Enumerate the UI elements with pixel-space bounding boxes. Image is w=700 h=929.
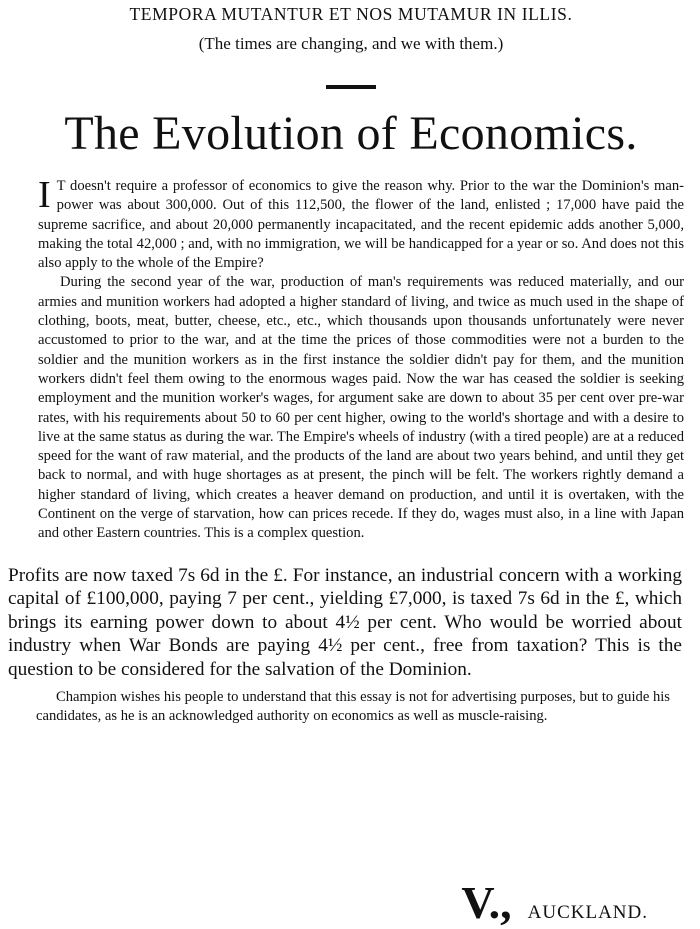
article-title: The Evolution of Economics. (64, 107, 638, 160)
paragraph-1 (38, 174, 684, 273)
article-body (38, 174, 684, 544)
latin-motto: TEMPORA MUTANTUR ET NOS MUTAMUR IN ILLIS. (129, 4, 573, 24)
divider-rule (326, 85, 376, 89)
motto-translation: (The times are changing, and we with them.) (198, 34, 504, 53)
drop-cap: I (38, 174, 51, 216)
paragraph-3: Profits are now taxed 7s 6d in the £. For instance, an industrial concern with a working capital of £100,000, paying 7 per cent., yielding £7,000, is taxed 7s 6d in the £, which brings its earning power down to about 4½ per cent. Who would be worried about industry when War Bonds are paying 4½ per cent., free from taxation? This is the question to be considered for the salvation of the Dominion. (8, 564, 682, 681)
paragraph-2: During the second year of the war, production of man's requirements was reduced materially, and our armies and munition workers had adopted a higher standard of living, and twice as much used in the shape of clothing, boots, meat, butter, cheese, etc., etc., which thousands upon thousands unfortunately were never accustomed to prior to the war, and at the time the prices of those commodities were not a burden to the soldier and the munition workers as in the first instance the soldier didn't pay for them, and the munition workers didn't feel them owing to the enormous wages paid. Now the war has ceased the soldier is seeking employment and the munition worker's wages, for argument sake are down to about 35 per cent over pre-war rates, with his requirements about 50 to 60 per cent higher, owing to the world's shortage and with a desire to live at the same status as during the war. The Empire's wheels of industry (with a tired people) are at a reduced speed for the want of raw material, and the products of the land are about two years behind, and until they get back to normal, and with huge shortages as at present, the pinch will be felt. The workers rightly demand a higher standard of living, which creates a heaver demand on production, and until it is overtaken, with the Continent on the verge of starvation, how can prices recede. If they do, wages must also, in a line with Japan and other Eastern countries. This is a complex question. (38, 274, 684, 542)
signature-mark: V., (461, 877, 512, 928)
newspaper-page (0, 3, 700, 929)
paragraph-1-text: T doesn't require a professor of economics to give the reason why. Prior to the war the Dominion's man-power was about 300,000. Out of this 112,500, the flower of the land, enlisted ; 17,000 have paid the supreme sacrifice, and about 20,000 permanently incapacitated, and the recent epidemic adds another 5,000, making the total 42,000 ; and, with no immigration, we will be handicapped for a year or so. And does not this also apply to the whole of the Empire? (38, 178, 684, 272)
signature-place: AUCKLAND. (527, 902, 648, 923)
closing-note: Champion wishes his people to understand that this essay is not for advertising purposes, but to guide his candidates, as he is an acknowledged authority on economics as well as muscle-raising. (36, 688, 670, 724)
signature (461, 877, 648, 928)
